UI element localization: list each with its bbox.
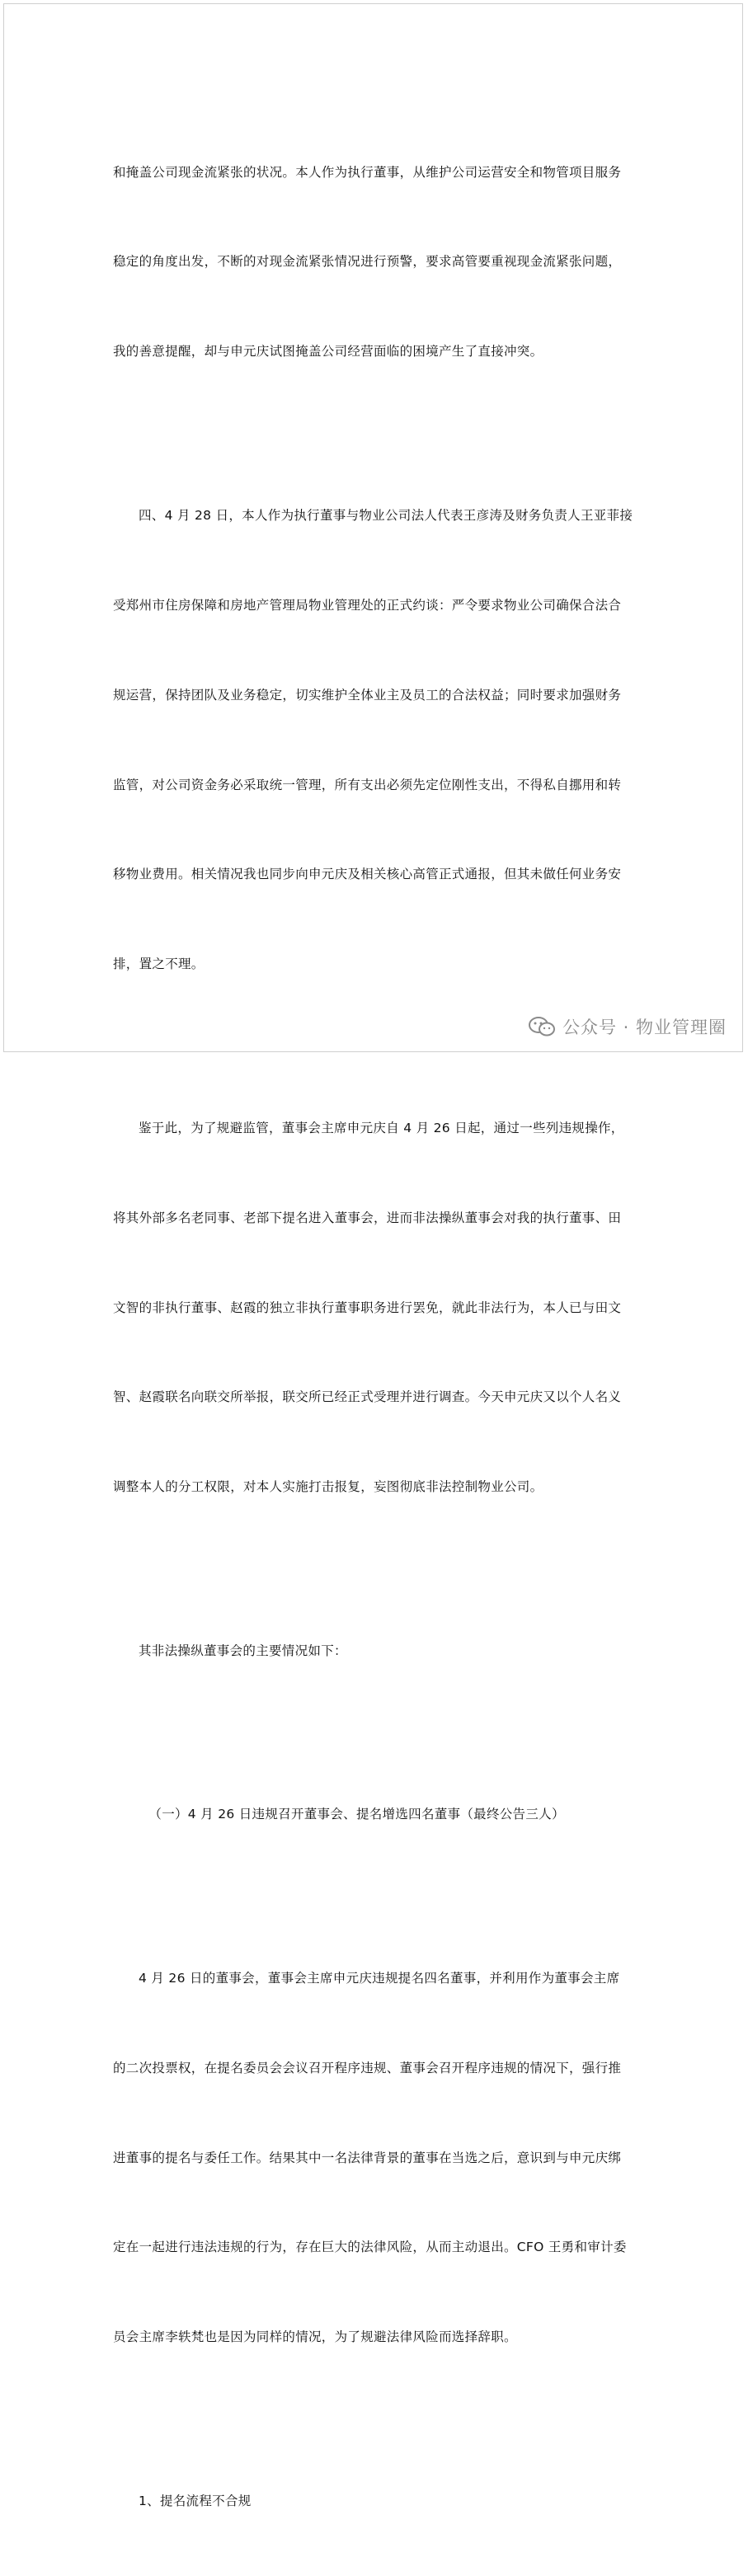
paragraph <box>113 1903 641 2412</box>
text-line: 鉴于此，为了规避监管，董事会主席申元庆自 4 月 26 日起，通过一些列违规操作， <box>139 1120 624 1135</box>
paragraph <box>113 97 641 426</box>
text-line: 将其外部多名老同事、老部下提名进入董事会，进而非法操纵董事会对我的执行董事、田 <box>113 1210 622 1225</box>
text-line: 员会主席李轶梵也是因为同样的情况，为了规避法律风险而选择辞职。 <box>113 2329 517 2345</box>
watermark <box>528 1014 727 1039</box>
text-line: 定在一起进行违法违规的行为，存在巨大的法律风险，从而主动退出。CFO 王勇和审计委 <box>113 2240 627 2255</box>
paragraph <box>113 440 641 1039</box>
text-line: 其非法操纵董事会的主要情况如下： <box>139 1643 347 1658</box>
text-line: 和掩盖公司现金流紧张的状况。本人作为执行董事，从维护公司运营安全和物管项目服务 <box>113 164 622 180</box>
text-line: 规运营，保持团队及业务稳定，切实维护全体业主及员工的合法权益；同时要求加强财务 <box>113 687 622 703</box>
text-line: 文智的非执行董事、赵霞的独立非执行董事职务进行罢免，就此非法行为，本人已与田文 <box>113 1300 622 1315</box>
text-line: 四、4 月 28 日，本人作为执行董事与物业公司法人代表王彦涛及财务负责人王亚菲接 <box>139 507 633 523</box>
text-line: 稳定的角度出发，不断的对现金流紧张情况进行预警，要求高管要重视现金流紧张问题， <box>113 254 622 270</box>
text-line: 排，置之不理。 <box>113 957 205 972</box>
text-line: 移物业费用。相关情况我也同步向申元庆及相关核心高管正式通报，但其未做任何业务安 <box>113 867 622 882</box>
text-line: 智、赵霞联名向联交所举报，联交所已经正式受理并进行调查。今天申元庆又以个人名义 <box>113 1389 622 1405</box>
text-line: 的二次投票权，在提名委员会会议召开程序违规、董事会召开程序违规的情况下，强行推 <box>113 2060 622 2075</box>
text-line: 我的善意提醒，却与申元庆试图掩盖公司经营面临的困境产生了直接冲突。 <box>113 344 543 360</box>
paragraph <box>113 1053 641 1562</box>
section-heading <box>113 1740 641 1889</box>
document-body <box>113 97 641 2576</box>
text-line: 受郑州市住房保障和房地产管理局物业管理处的正式约谈：严令要求物业公司确保合法合 <box>113 597 622 613</box>
text-line: 调整本人的分工权限，对本人实施打击报复，妄图彻底非法控制物业公司。 <box>113 1479 543 1495</box>
text-line: 进董事的提名与委任工作。结果其中一名法律背景的董事在当选之后，意识到与申元庆绑 <box>113 2150 622 2165</box>
watermark-text: 公众号 · 物业管理圈 <box>562 1018 727 1037</box>
wechat-icon <box>528 1016 556 1037</box>
text-line: 4 月 26 日的董事会，董事会主席申元庆违规提名四名董事，并利用作为董事会主席 <box>139 1970 620 1986</box>
text-line: 监管，对公司资金务必采取统一管理，所有支出必须先定位刚性支出，不得私自挪用和转 <box>113 777 622 792</box>
subsection-heading <box>113 2426 641 2575</box>
paragraph <box>113 1576 641 1725</box>
text-line: 1、提名流程不合规 <box>139 2493 252 2508</box>
text-line: （一）4 月 26 日违规召开董事会、提名增选四名董事（最终公告三人） <box>148 1807 565 1822</box>
